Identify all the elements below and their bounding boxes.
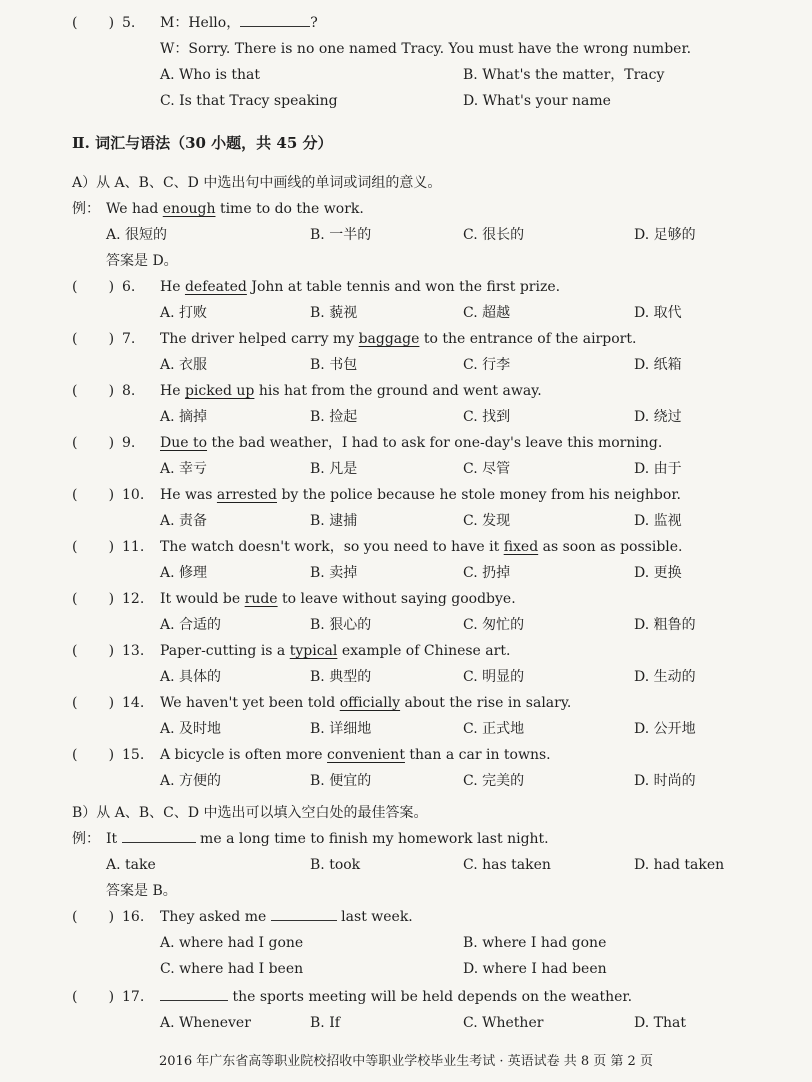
option-b[interactable]: B. If bbox=[310, 1015, 340, 1031]
question-number: 12. bbox=[122, 591, 145, 607]
option-d[interactable]: D. What's your name bbox=[463, 93, 611, 109]
options-row bbox=[0, 852, 812, 878]
option-d[interactable]: D. where I had been bbox=[463, 961, 607, 977]
option-c[interactable]: C. Is that Tracy speaking bbox=[160, 93, 338, 109]
option-c[interactable]: C. where had I been bbox=[160, 961, 304, 977]
question-stem: We haven't yet been told officially about the rise in salary. bbox=[160, 695, 572, 711]
option-b[interactable]: B. 凡是 bbox=[310, 461, 358, 477]
question-7 bbox=[0, 326, 812, 352]
question-9 bbox=[0, 430, 812, 456]
question-16: ( ) 16. They asked me last week. bbox=[0, 904, 812, 930]
option-b[interactable]: B. 逮捕 bbox=[310, 513, 358, 529]
answer-paren[interactable]: ( ) bbox=[72, 539, 115, 555]
question-stem: A bicycle is often more convenient than a car in towns. bbox=[160, 747, 551, 763]
answer-paren[interactable]: ( ) bbox=[72, 279, 115, 295]
options-row bbox=[0, 508, 812, 534]
question-stem: Paper-cutting is a typical example of Chinese art. bbox=[160, 643, 511, 659]
option-a[interactable]: A. 合适的 bbox=[160, 617, 222, 633]
options-row bbox=[0, 612, 812, 638]
option-b: B. took bbox=[310, 857, 361, 873]
options-row bbox=[0, 1010, 812, 1036]
question-number: 9. bbox=[122, 435, 136, 451]
option-b[interactable]: B. 典型的 bbox=[310, 669, 372, 685]
question-stem: The watch doesn't work，so you need to have it fixed as soon as possible. bbox=[160, 539, 683, 555]
option-a[interactable]: A. 责备 bbox=[160, 513, 208, 529]
options-row bbox=[0, 456, 812, 482]
fill-blank[interactable] bbox=[160, 986, 228, 1001]
fill-blank[interactable] bbox=[240, 12, 310, 27]
options-row bbox=[0, 352, 812, 378]
answer-paren[interactable]: ( ) bbox=[72, 989, 115, 1005]
answer-paren[interactable]: ( ) bbox=[72, 747, 115, 763]
underlined-word: officially bbox=[339, 695, 401, 711]
option-d[interactable]: D. 公开地 bbox=[634, 721, 696, 737]
option-d[interactable]: D. 取代 bbox=[634, 305, 682, 321]
options-row bbox=[0, 300, 812, 326]
fill-blank[interactable] bbox=[271, 906, 337, 921]
option-a[interactable]: A. where had I gone bbox=[160, 935, 304, 951]
option-c[interactable]: C. 正式地 bbox=[463, 721, 525, 737]
option-b: B. 一半的 bbox=[310, 227, 372, 243]
dialog-line-w: W：Sorry. There is no one named Tracy. You must have the wrong number. bbox=[160, 41, 692, 57]
option-d[interactable]: D. 更换 bbox=[634, 565, 682, 581]
option-a[interactable]: A. 具体的 bbox=[160, 669, 222, 685]
example-label: 例： bbox=[72, 201, 100, 217]
answer-paren[interactable]: ( ) bbox=[72, 487, 115, 503]
question-14 bbox=[0, 690, 812, 716]
options-row bbox=[0, 62, 812, 88]
option-a[interactable]: A. Whenever bbox=[160, 1015, 251, 1031]
option-a: A. take bbox=[106, 857, 156, 873]
answer-paren[interactable]: ( ) bbox=[72, 909, 115, 925]
question-12 bbox=[0, 586, 812, 612]
option-a[interactable]: A. 方便的 bbox=[160, 773, 222, 789]
underlined-word: arrested bbox=[216, 487, 277, 503]
question-number: 17. bbox=[122, 989, 145, 1005]
options-row bbox=[0, 768, 812, 794]
option-d[interactable]: D. 生动的 bbox=[634, 669, 696, 685]
option-d[interactable]: D. 由于 bbox=[634, 461, 682, 477]
question-number: 11. bbox=[122, 539, 145, 555]
answer-paren[interactable]: ( ) bbox=[72, 643, 115, 659]
option-d[interactable]: D. 绕过 bbox=[634, 409, 682, 425]
underlined-word: fixed bbox=[503, 539, 539, 555]
option-b[interactable]: B. 卖掉 bbox=[310, 565, 358, 581]
underlined-word: convenient bbox=[327, 747, 405, 763]
example-b: 例： It me a long time to finish my homework last night. bbox=[0, 826, 812, 852]
example-answer: 答案是 B。 bbox=[106, 883, 177, 899]
option-b[interactable]: B. 狠心的 bbox=[310, 617, 372, 633]
answer-paren[interactable]: ( ) bbox=[72, 591, 115, 607]
option-c: C. 很长的 bbox=[463, 227, 525, 243]
answer-paren[interactable]: ( ) bbox=[72, 383, 115, 399]
question-13 bbox=[0, 638, 812, 664]
question-number: 10. bbox=[122, 487, 145, 503]
option-a[interactable]: A. Who is that bbox=[160, 67, 261, 83]
option-d[interactable]: D. 监视 bbox=[634, 513, 682, 529]
question-6 bbox=[0, 274, 812, 300]
option-c[interactable]: C. 超越 bbox=[463, 305, 511, 321]
underlined-word: typical bbox=[289, 643, 338, 659]
question-number: 15. bbox=[122, 747, 145, 763]
options-row bbox=[0, 956, 812, 982]
option-a[interactable]: A. 衣服 bbox=[160, 357, 208, 373]
options-row bbox=[0, 88, 812, 114]
underlined-word: enough bbox=[162, 201, 216, 217]
option-b[interactable]: B. 书包 bbox=[310, 357, 358, 373]
option-b[interactable]: B. 便宜的 bbox=[310, 773, 372, 789]
question-number: 6. bbox=[122, 279, 136, 295]
options-row bbox=[0, 560, 812, 586]
underlined-word: Due to bbox=[160, 435, 208, 451]
option-a[interactable]: A. 摘掉 bbox=[160, 409, 208, 425]
question-17: ( ) 17. the sports meeting will be held depends on the weather. bbox=[0, 984, 812, 1010]
option-d[interactable]: D. 时尚的 bbox=[634, 773, 696, 789]
option-b[interactable]: B. What's the matter，Tracy bbox=[463, 67, 665, 83]
part-b-instruction: B）从 A、B、C、D 中选出可以填入空白处的最佳答案。 bbox=[72, 805, 428, 821]
option-d: D. had taken bbox=[634, 857, 725, 873]
option-b[interactable]: B. 藐视 bbox=[310, 305, 358, 321]
answer-paren[interactable]: ( ) bbox=[72, 435, 115, 451]
options-row bbox=[0, 716, 812, 742]
option-a[interactable]: A. 打败 bbox=[160, 305, 208, 321]
part-a-instruction: A）从 A、B、C、D 中选出句中画线的单词或词组的意义。 bbox=[72, 175, 442, 191]
option-c[interactable]: C. 扔掉 bbox=[463, 565, 511, 581]
question-number: 7. bbox=[122, 331, 136, 347]
underlined-word: baggage bbox=[358, 331, 420, 347]
option-a[interactable]: A. 及时地 bbox=[160, 721, 222, 737]
option-b[interactable]: B. where I had gone bbox=[463, 935, 607, 951]
options-row bbox=[0, 664, 812, 690]
option-c[interactable]: C. 找到 bbox=[463, 409, 511, 425]
question-stem: Due to the bad weather，I had to ask for one-day's leave this morning. bbox=[160, 435, 663, 451]
question-10 bbox=[0, 482, 812, 508]
option-a: A. 很短的 bbox=[106, 227, 168, 243]
answer-paren[interactable]: ( ) bbox=[72, 695, 115, 711]
dialog-line-m: M：Hello， ? bbox=[160, 10, 318, 36]
page-footer: 2016 年广东省高等职业院校招收中等职业学校毕业生考试 · 英语试卷 共 8 页 第 2 页 bbox=[159, 1054, 653, 1069]
options-row bbox=[0, 222, 812, 248]
option-c[interactable]: C. 发现 bbox=[463, 513, 511, 529]
question-11 bbox=[0, 534, 812, 560]
option-d[interactable]: D. 粗鲁的 bbox=[634, 617, 696, 633]
question-5 bbox=[0, 10, 812, 36]
option-c[interactable]: C. 行李 bbox=[463, 357, 511, 373]
section-title: Ⅱ. 词汇与语法（30 小题，共 45 分） bbox=[72, 134, 333, 152]
fill-blank bbox=[122, 828, 196, 843]
options-row bbox=[0, 404, 812, 430]
option-c[interactable]: C. 完美的 bbox=[463, 773, 525, 789]
option-a[interactable]: A. 修理 bbox=[160, 565, 208, 581]
answer-paren[interactable]: ( ) bbox=[72, 15, 115, 31]
question-number: 8. bbox=[122, 383, 136, 399]
question-number: 16. bbox=[122, 909, 145, 925]
option-b[interactable]: B. 捡起 bbox=[310, 409, 358, 425]
underlined-word: rude bbox=[244, 591, 278, 607]
question-stem: The driver helped carry my baggage to the entrance of the airport. bbox=[160, 331, 637, 347]
option-c: C. has taken bbox=[463, 857, 551, 873]
answer-paren[interactable]: ( ) bbox=[72, 331, 115, 347]
option-c[interactable]: C. 匆忙的 bbox=[463, 617, 525, 633]
option-b[interactable]: B. 详细地 bbox=[310, 721, 372, 737]
question-stem: He was arrested by the police because he stole money from his neighbor. bbox=[160, 487, 681, 503]
option-c[interactable]: C. 明显的 bbox=[463, 669, 525, 685]
question-stem: He picked up his hat from the ground and went away. bbox=[160, 383, 542, 399]
question-number: 14. bbox=[122, 695, 145, 711]
underlined-word: defeated bbox=[184, 279, 247, 295]
question-number: 5. bbox=[122, 15, 136, 31]
question-number: 13. bbox=[122, 643, 145, 659]
question-stem: It would be rude to leave without saying goodbye. bbox=[160, 591, 516, 607]
option-d: D. 足够的 bbox=[634, 227, 696, 243]
option-d[interactable]: D. That bbox=[634, 1015, 686, 1031]
option-c[interactable]: C. 尽管 bbox=[463, 461, 511, 477]
example-a: 例： We had enough time to do the work. bbox=[0, 196, 812, 222]
underlined-word: picked up bbox=[184, 383, 255, 399]
option-a[interactable]: A. 幸亏 bbox=[160, 461, 208, 477]
option-c[interactable]: C. Whether bbox=[463, 1015, 544, 1031]
question-stem: He defeated John at table tennis and won the first prize. bbox=[160, 279, 561, 295]
question-15 bbox=[0, 742, 812, 768]
example-answer: 答案是 D。 bbox=[106, 253, 178, 269]
options-row bbox=[0, 930, 812, 956]
option-d[interactable]: D. 纸箱 bbox=[634, 357, 682, 373]
question-8 bbox=[0, 378, 812, 404]
example-label: 例： bbox=[72, 831, 100, 847]
